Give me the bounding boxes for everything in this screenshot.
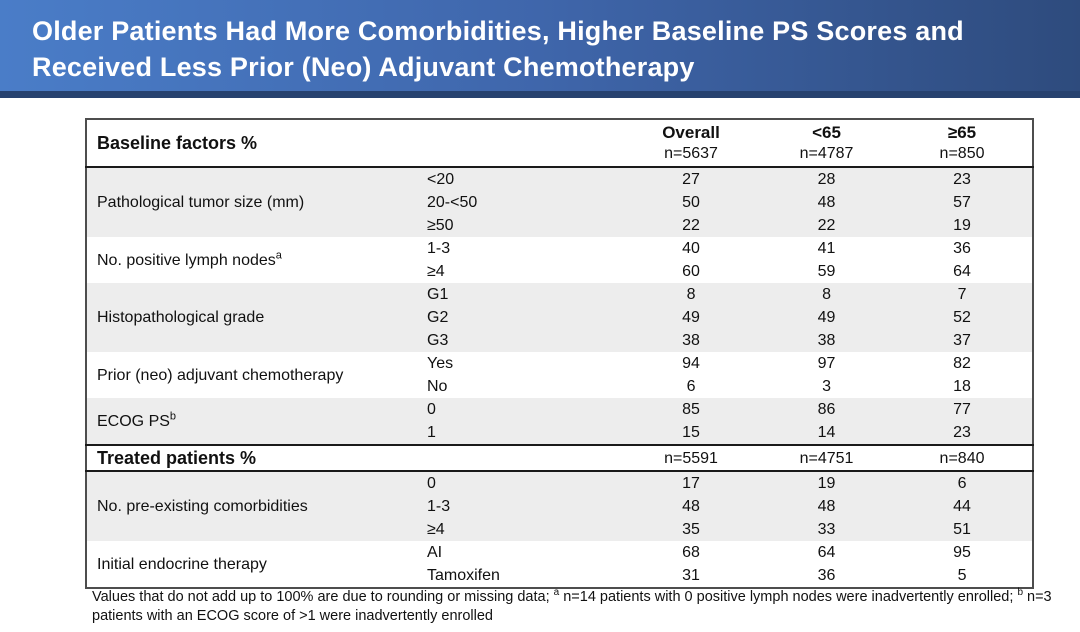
value-cell: 8 (621, 283, 761, 306)
table-row (86, 283, 1033, 306)
value-cell: 95 (953, 544, 971, 561)
value-cell: 68 (682, 544, 700, 561)
page-title-line2: Received Less Prior (Neo) Adjuvant Chemotherapy (32, 52, 695, 82)
category-label: 0 (421, 398, 621, 421)
value-cell: 64 (953, 263, 971, 280)
section-n-value: n=5591 (621, 445, 761, 471)
column-n: n=4787 (799, 145, 854, 162)
factor-label: Histopathological grade (86, 283, 421, 352)
column-n: n=5637 (664, 145, 718, 162)
value-cell: 52 (892, 306, 1033, 329)
page-title-line1: Older Patients Had More Comorbidities, Higher Baseline PS Scores and (32, 16, 964, 46)
category-label: AI (427, 544, 443, 561)
value-cell: 22 (761, 214, 892, 237)
value-cell: 85 (621, 398, 761, 421)
category-label: ≥4 (427, 263, 445, 280)
category-label: 20-<50 (421, 191, 621, 214)
category-label: G3 (421, 329, 621, 352)
category-label: 1-3 (421, 495, 621, 518)
category-label: Tamoxifen (427, 567, 500, 584)
value-cell: 48 (621, 495, 761, 518)
banner-bottom-strip (0, 91, 1080, 98)
category-label: <20 (421, 167, 621, 191)
factor-label: Pathological tumor size (mm) (86, 167, 421, 237)
column-label: Overall (662, 123, 720, 142)
value-cell: 64 (817, 544, 836, 561)
value-cell: 23 (892, 167, 1033, 191)
category-label: G2 (421, 306, 621, 329)
category-label: 0 (421, 471, 621, 495)
value-cell: 22 (621, 214, 761, 237)
category-label: Yes (427, 355, 454, 372)
value-cell: 15 (621, 421, 761, 445)
value-cell: 38 (621, 329, 761, 352)
table-body (86, 167, 1033, 588)
value-cell: 40 (682, 240, 700, 257)
table-header-row (86, 119, 1033, 167)
baseline-factors-table (85, 118, 1034, 589)
value-cell: 18 (953, 378, 971, 395)
factor-label: Initial endocrine therapy (97, 555, 267, 573)
value-cell: 36 (953, 240, 971, 257)
column-header-overall (621, 119, 761, 167)
section-n-value: n=840 (892, 445, 1033, 471)
category-label: No (427, 378, 448, 395)
value-cell: 86 (761, 398, 892, 421)
value-cell: 49 (761, 306, 892, 329)
value-cell: 44 (892, 495, 1033, 518)
value-cell: 48 (761, 191, 892, 214)
title-banner (0, 0, 1080, 91)
factor-superscript: a (275, 249, 282, 262)
value-cell: 5 (957, 567, 967, 584)
column-label: <65 (812, 123, 841, 142)
value-cell: 8 (761, 283, 892, 306)
value-cell: 27 (621, 167, 761, 191)
footnote-superscript-b: b (1017, 587, 1023, 599)
table-row (86, 471, 1033, 495)
footnote-superscript-a: a (553, 587, 560, 599)
column-header-under65 (761, 119, 892, 167)
table-row (86, 237, 1033, 260)
value-cell: 23 (892, 421, 1033, 445)
factor-label: No. pre-existing comorbidities (86, 471, 421, 541)
value-cell: 31 (682, 567, 700, 584)
section-title: Treated patients % (86, 445, 621, 471)
category-label: ≥4 (421, 518, 621, 541)
value-cell: 6 (686, 378, 696, 395)
value-cell: 59 (817, 263, 836, 280)
value-cell: 35 (621, 518, 761, 541)
value-cell: 28 (761, 167, 892, 191)
value-cell: 19 (892, 214, 1033, 237)
value-cell: 77 (892, 398, 1033, 421)
category-label: G1 (421, 283, 621, 306)
table-row (86, 398, 1033, 421)
section-header-row (86, 445, 1033, 471)
value-cell: 19 (761, 471, 892, 495)
value-cell: 57 (892, 191, 1033, 214)
table-row (86, 352, 1033, 375)
table-title: Baseline factors % (97, 132, 258, 153)
table-row (86, 541, 1033, 564)
factor-label: ECOG $PS^b$ (86, 398, 421, 445)
value-cell: 38 (761, 329, 892, 352)
value-cell: 49 (621, 306, 761, 329)
value-cell: 37 (892, 329, 1033, 352)
value-cell: 48 (761, 495, 892, 518)
section-n-value: n=4751 (761, 445, 892, 471)
value-cell: 82 (953, 355, 971, 372)
category-label: 1-3 (427, 240, 451, 257)
column-n: n=850 (939, 145, 985, 162)
value-cell: 17 (621, 471, 761, 495)
category-label: ≥50 (421, 214, 621, 237)
table-title-cell (86, 119, 621, 167)
column-label: ≥65 (947, 123, 977, 142)
value-cell: 7 (892, 283, 1033, 306)
factor-label: No. positive lymph nodes$^a$ (97, 249, 282, 269)
value-cell: 97 (817, 355, 836, 372)
factor-superscript: b (169, 410, 177, 423)
footnote: Values that do not add up to 100% are due to rounding or missing data; $^a$ n=14 patients with 0 positive lymph nodes were inadvertently enrolled; $^b$ n=3 patients with an ECOG score of >1 were inadvertently enrolled (92, 587, 1052, 624)
value-cell: 3 (822, 378, 831, 395)
column-header-over65 (892, 119, 1033, 167)
value-cell: 33 (761, 518, 892, 541)
factor-label: Prior (neo) adjuvant chemotherapy (97, 366, 344, 384)
value-cell: 14 (761, 421, 892, 445)
value-cell: 50 (621, 191, 761, 214)
value-cell: 94 (682, 355, 700, 372)
value-cell: 36 (817, 567, 836, 584)
value-cell: 60 (682, 263, 700, 280)
category-label: 1 (421, 421, 621, 445)
value-cell: 51 (892, 518, 1033, 541)
table-row (86, 167, 1033, 191)
value-cell: 41 (817, 240, 836, 257)
page-title (0, 0, 1080, 85)
value-cell: 6 (892, 471, 1033, 495)
